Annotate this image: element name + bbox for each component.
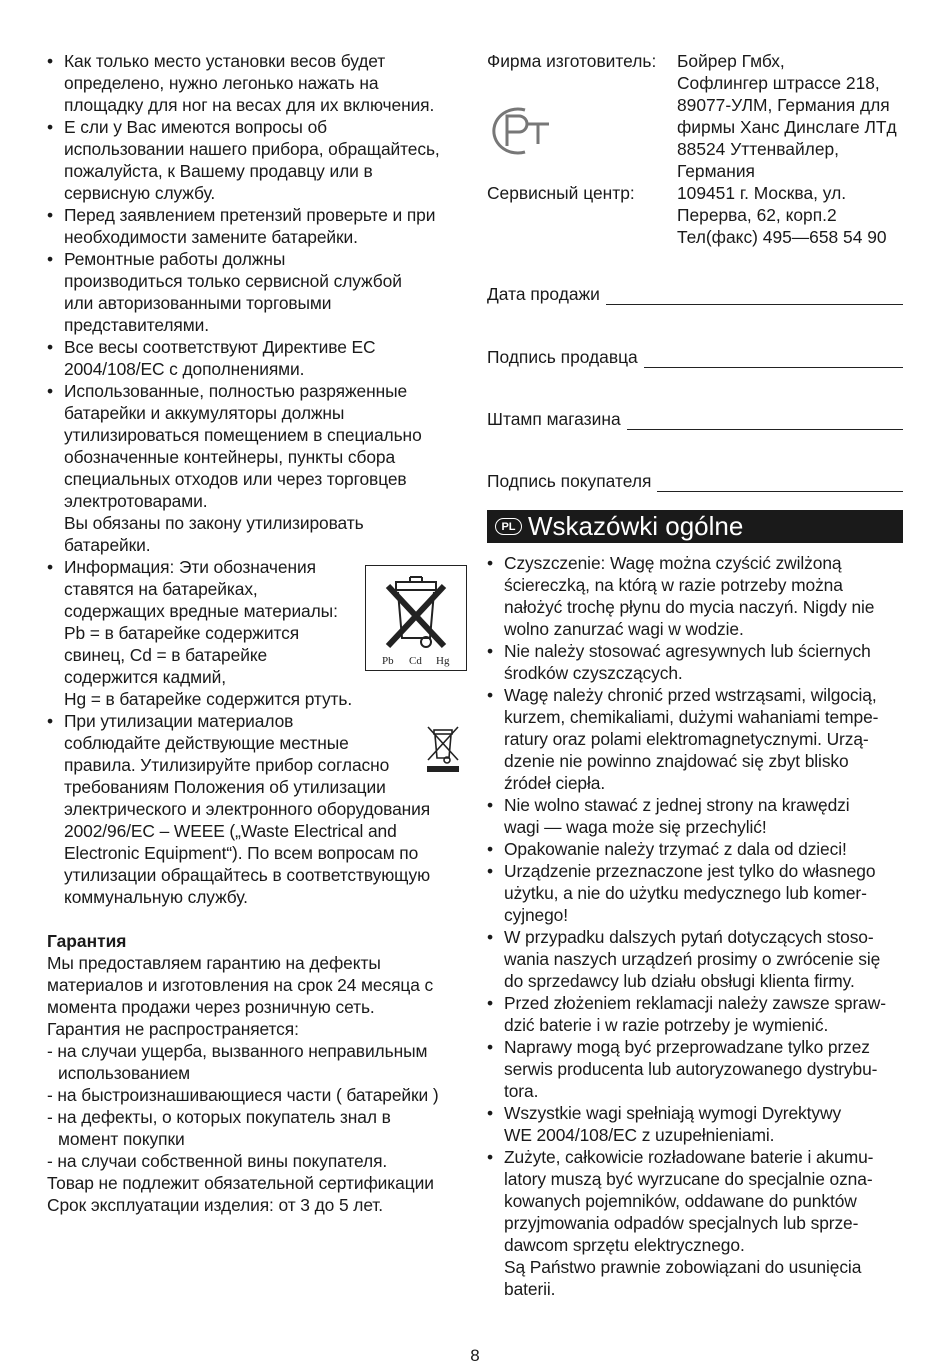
- bullet-line: dawcom sprzętu elektrycznego.: [504, 1235, 745, 1255]
- pl-bullet-9: [487, 1102, 903, 1146]
- bullet-line: соблюдайте действующие местные: [64, 733, 349, 753]
- bullet-line: ставятся на батарейках,: [64, 579, 258, 599]
- bullet-line: электротоварами.: [64, 491, 208, 511]
- bullet-line: dzić baterie i w razie potrzeby je wymienić.: [504, 1015, 829, 1035]
- warranty-line: Срок эксплуатации изделия: от 3 до 5 лет.: [47, 1195, 383, 1215]
- bullet-line: батарейки и аккумуляторы должны: [64, 403, 345, 423]
- warranty-line: материалов и изготовления на срок 24 месяца с: [47, 975, 434, 995]
- bullet-line: • Ремонтные работы должны: [64, 249, 286, 269]
- bullet-line: wagi — waga może się przechylić!: [504, 817, 767, 837]
- bullet-line: do sprzedawcy lub działu obsługi klienta firmy.: [504, 971, 855, 991]
- bullet-line: • Как только место установки весов будет: [64, 51, 386, 71]
- bullet-line: Вы обязаны по закону утилизировать: [64, 513, 364, 533]
- pl-bullet-list: [487, 552, 903, 1300]
- bullet-line: • Zużyte, całkowicie rozładowane baterie i akumu-: [504, 1147, 874, 1167]
- bullet-line: Pb = в батарейке содержится: [64, 623, 300, 643]
- bullet-line: содержится кадмий,: [64, 667, 226, 687]
- bullet-line: latory muszą być wyrzucane do specjalnie ozna-: [504, 1169, 873, 1189]
- address-line: 89077-УЛМ, Германия для: [677, 95, 890, 115]
- weee-bin-icon: [425, 724, 461, 774]
- bullet-line: правила. Утилизируйте прибор согласно: [64, 755, 390, 775]
- bullet-line: • Nie należy stosować agresywnych lub ściernych: [504, 641, 871, 661]
- bullet-line: serwis producenta lub autoryzowanego dystrybu-: [504, 1059, 878, 1079]
- bullet-line: • Nie wolno stawać z jednej strony na krawędzi: [504, 795, 850, 815]
- ru-bullet-4: [47, 336, 467, 380]
- pl-bullet-0: [487, 552, 903, 640]
- ru-bullet-0: [47, 50, 467, 116]
- pl-bullet-7: [487, 992, 903, 1036]
- bullet-line: • Czyszczenie: Wagę można czyścić zwilżoną: [504, 553, 842, 573]
- bullet-line: tora.: [504, 1081, 539, 1101]
- bullet-line: • Wszystkie wagi spełniają wymogi Dyrektywy: [504, 1103, 842, 1123]
- warranty-line: - на дефекты, о которых покупатель знал в: [47, 1107, 391, 1127]
- bullet-line: • Przed złożeniem reklamacji należy zawsze spraw-: [504, 993, 886, 1013]
- bullet-line: 2004/108/EC с дополнениями.: [64, 359, 305, 379]
- service-address: [677, 182, 887, 248]
- bullet-line: • W przypadku dalszych pytań dotyczących stoso-: [504, 927, 874, 947]
- bullet-line: представителями.: [64, 315, 209, 335]
- battery-disposal-icon: [365, 565, 467, 671]
- bullet-line: • Opakowanie należy trzymać z dala od dzieci!: [504, 839, 847, 859]
- sale-date-label: Дата продажи: [487, 284, 600, 304]
- ru-bullet-7: [47, 710, 467, 908]
- address-line: Бойрер Гмбх,: [677, 51, 785, 71]
- left-column: [47, 50, 467, 1215]
- address-line: 88524 Уттенвайлер,: [677, 139, 840, 159]
- bullet-line: nałożyć trochę płynu do mycia naczyń. Nigdy nie: [504, 597, 875, 617]
- bullet-line: WE 2004/108/EC z uzupełnieniami.: [504, 1125, 775, 1145]
- bullet-line: свинец, Cd = в батарейке: [64, 645, 268, 665]
- warranty-line: Гарантия не распространяется:: [47, 1019, 299, 1039]
- manufacturer-label: Фирма изготовитель:: [487, 51, 657, 71]
- bullet-line: • Urządzenie przeznaczone jest tylko do własnego: [504, 861, 876, 881]
- bullet-line: ratury oraz polami elektromagnetycznymi. Urzą-: [504, 729, 869, 749]
- bullet-line: • Информация: Эти обозначения: [64, 557, 316, 577]
- pl-bullet-2: [487, 684, 903, 794]
- page-number: 8: [470, 1346, 480, 1365]
- pl-section-header: [487, 510, 903, 543]
- bullet-line: Electronic Equipment“). По всем вопросам по: [64, 843, 419, 863]
- warranty-text: [47, 952, 439, 1216]
- seller-signature-line: [644, 351, 903, 368]
- bullet-line: коммунальную службу.: [64, 887, 248, 907]
- address-line: Германия: [677, 161, 755, 181]
- bullet-line: • При утилизации материалов: [64, 711, 294, 731]
- bullet-line: использовании нашего прибора, обращайтесь,: [64, 139, 440, 159]
- ru-bullet-2: [47, 204, 467, 248]
- warranty-line: Мы предоставляем гарантию на дефекты: [47, 953, 381, 973]
- bullet-line: Hg = в батарейке содержится ртуть.: [64, 689, 353, 709]
- pl-bullet-8: [487, 1036, 903, 1102]
- pl-bullet-3: [487, 794, 903, 838]
- pct-certification-logo: [487, 102, 565, 158]
- bullet-line: содержащих вредные материалы:: [64, 601, 338, 621]
- bullet-line: kowanych pojemników, oddawane do punktów: [504, 1191, 857, 1211]
- bullet-line: площадку для ног на весах для их включения.: [64, 95, 435, 115]
- pl-bullet-10: [487, 1146, 903, 1300]
- pl-bullet-1: [487, 640, 903, 684]
- bullet-line: • Wagę należy chronić przed wstrząsami, wilgocią,: [504, 685, 877, 705]
- bullet-line: определено, нужно легонько нажать на: [64, 73, 379, 93]
- bullet-line: или авторизованными торговыми: [64, 293, 332, 313]
- pl-bullet-6: [487, 926, 903, 992]
- ru-bullet-1: [47, 116, 467, 204]
- seller-signature-field: [487, 347, 903, 368]
- bullet-line: źródeł ciepła.: [504, 773, 606, 793]
- warranty-title: Гарантия: [47, 931, 127, 951]
- bullet-line: • Naprawy mogą być przeprowadzane tylko przez: [504, 1037, 870, 1057]
- store-stamp-field: [487, 409, 903, 430]
- ru-bullet-list: [47, 50, 467, 908]
- bullet-line: специальных отходов или через торговцев: [64, 469, 407, 489]
- service-label: Сервисный центр:: [487, 183, 635, 203]
- address-line: Софлингер штрассе 218,: [677, 73, 880, 93]
- bullet-line: производиться только сервисной службой: [64, 271, 402, 291]
- bullet-line: dzenie nie powinno znajdować się zbyt blisko: [504, 751, 849, 771]
- bullet-line: wolno zanurzać wagi w wodzie.: [504, 619, 744, 639]
- bullet-line: ściereczką, na którą w razie potrzeby można: [504, 575, 843, 595]
- address-line: Перерва, 62, корп.2: [677, 205, 837, 225]
- warranty-line: Товар не подлежит обязательной сертификации: [47, 1173, 434, 1193]
- address-line: фирмы Ханс Динслаге ЛТд: [677, 117, 897, 137]
- pl-bullet-4: [487, 838, 903, 860]
- bullet-line: Są Państwo prawnie zobowiązani do usunięcia: [504, 1257, 862, 1277]
- store-stamp-line: [627, 413, 903, 430]
- ru-bullet-3: [47, 248, 467, 336]
- bullet-line: • Е сли у Вас имеются вопросы об: [64, 117, 327, 137]
- warranty-line: момента продажи через розничную сеть.: [47, 997, 375, 1017]
- seller-signature-label: Подпись продавца: [487, 347, 638, 367]
- bullet-line: утилизации обращайтесь в соответствующую: [64, 865, 431, 885]
- bullet-line: необходимости замените батарейки.: [64, 227, 358, 247]
- battery-label-cd: Cd: [409, 655, 422, 667]
- manufacturer-address: [677, 50, 897, 182]
- bullet-line: wania naszych urządzeń prosimy o zwrócenie się: [504, 949, 881, 969]
- pl-section-title: Wskazówki ogólne: [528, 511, 744, 541]
- bullet-line: сервисную службу.: [64, 183, 216, 203]
- warranty-line: - на случаи собственной вины покупателя.: [47, 1151, 388, 1171]
- battery-label-pb: Pb: [382, 655, 394, 667]
- sale-date-line: [606, 288, 903, 305]
- address-line: Тел(факс) 495—658 54 90: [677, 227, 887, 247]
- bullet-line: kurzem, chemikaliami, dużymi wahaniami tempe-: [504, 707, 879, 727]
- bullet-line: обозначенные контейнеры, пункты сбора: [64, 447, 396, 467]
- bullet-line: cyjnego!: [504, 905, 568, 925]
- bullet-line: утилизироваться помещением в специально: [64, 425, 422, 445]
- bullet-line: батарейки.: [64, 535, 151, 555]
- bullet-line: пожалуйста, к Вашему продавцу или в: [64, 161, 373, 181]
- address-line: 109451 г. Москва, ул.: [677, 183, 847, 203]
- bullet-line: baterii.: [504, 1279, 556, 1299]
- warranty-line: использованием: [58, 1063, 191, 1083]
- warranty-line: - на быстроизнашивающиеся части ( батарейки ): [47, 1085, 439, 1105]
- bullet-line: требованиям Положения об утилизации: [64, 777, 386, 797]
- bullet-line: użytku, a nie do użytku medycznego lub komer-: [504, 883, 867, 903]
- store-stamp-label: Штамп магазина: [487, 409, 621, 429]
- bullet-line: • Все весы соответствуют Директиве ЕС: [64, 337, 376, 357]
- warranty-line: - на случаи ущерба, вызванного неправильным: [47, 1041, 428, 1061]
- bullet-line: • Перед заявлением претензий проверьте и при: [64, 205, 436, 225]
- bullet-line: • Использованные, полностью разряженные: [64, 381, 408, 401]
- buyer-signature-field: [487, 471, 903, 492]
- ru-bullet-5: [47, 380, 467, 556]
- buyer-signature-line: [657, 475, 903, 492]
- bullet-line: środków czyszczących.: [504, 663, 683, 683]
- battery-label-hg: Hg: [436, 655, 450, 667]
- bullet-line: przyjmowania odpadów specjalnych lub sprze-: [504, 1213, 859, 1233]
- bullet-line: 2002/96/EC – WEEE („Waste Electrical and: [64, 821, 397, 841]
- warranty-line: момент покупки: [58, 1129, 185, 1149]
- sale-date-field: [487, 284, 903, 305]
- bullet-line: электрического и электронного оборудования: [64, 799, 431, 819]
- pl-bullet-5: [487, 860, 903, 926]
- pl-language-badge: PL: [495, 518, 522, 535]
- buyer-signature-label: Подпись покупателя: [487, 471, 652, 491]
